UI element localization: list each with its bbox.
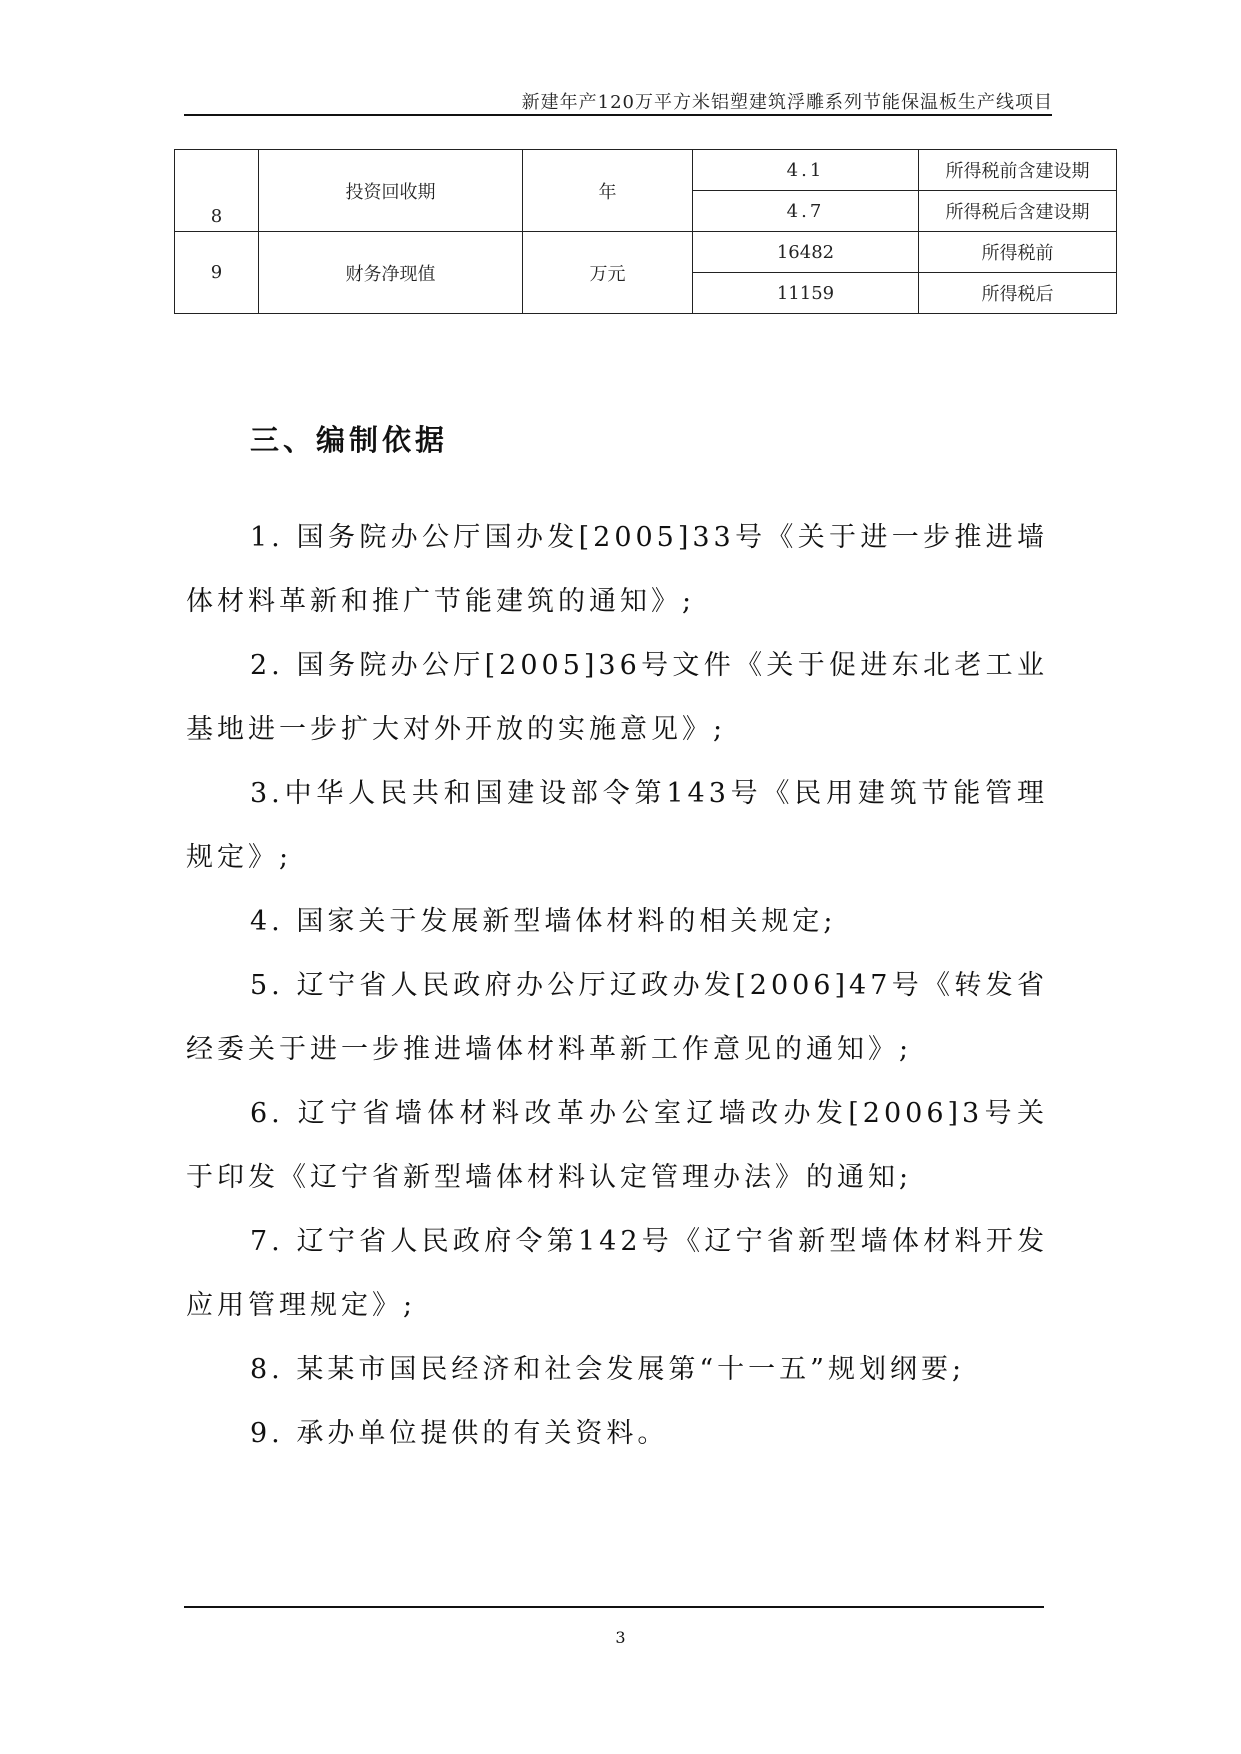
value-cell: 4.7 xyxy=(693,191,919,232)
list-item: 4. 国家关于发展新型墙体材料的相关规定; xyxy=(250,906,837,937)
note-cell: 所得税前含建设期 xyxy=(919,150,1117,191)
page-number: 3 xyxy=(615,1628,626,1647)
section-heading: 三、编制依据 xyxy=(250,423,449,457)
note-cell: 所得税后 xyxy=(919,273,1117,314)
item-name: 投资回收期 xyxy=(259,150,523,232)
list-item: 7. 辽宁省人民政府令第142号《辽宁省新型墙体材料开发应用管理规定》; xyxy=(186,1226,1048,1321)
header-rule xyxy=(184,114,1052,116)
value-cell: 11159 xyxy=(693,273,919,314)
row-number: 9 xyxy=(175,232,259,314)
table-row xyxy=(175,232,1117,273)
note-cell: 所得税后含建设期 xyxy=(919,191,1117,232)
list-item: 3.中华人民共和国建设部令第143号《民用建筑节能管理规定》; xyxy=(186,778,1048,873)
value-cell: 16482 xyxy=(693,232,919,273)
item-name: 财务净现值 xyxy=(259,232,523,314)
running-header: 新建年产120万平方米铝塑建筑浮雕系列节能保温板生产线项目 xyxy=(521,92,1053,113)
unit-cell: 年 xyxy=(523,150,693,232)
financial-metrics-table xyxy=(174,149,1117,314)
table-row xyxy=(175,150,1117,191)
list-item: 1. 国务院办公厅国办发[2005]33号《关于进一步推进墙体材料革新和推广节能建筑的通知》; xyxy=(186,522,1048,617)
value-cell: 4.1 xyxy=(693,150,919,191)
list-item: 9. 承办单位提供的有关资料。 xyxy=(250,1418,669,1449)
list-item: 5. 辽宁省人民政府办公厅辽政办发[2006]47号《转发省经委关于进一步推进墙体材料革新工作意见的通知》; xyxy=(186,970,1048,1065)
row-number: 8 xyxy=(175,150,259,232)
list-item: 8. 某某市国民经济和社会发展第“十一五”规划纲要; xyxy=(250,1354,966,1385)
list-item: 6. 辽宁省墙体材料改革办公室辽墙改办发[2006]3号关于印发《辽宁省新型墙体材料认定管理办法》的通知; xyxy=(186,1098,1048,1193)
note-cell: 所得税前 xyxy=(919,232,1117,273)
basis-list xyxy=(186,506,1048,1466)
footer-rule xyxy=(184,1606,1044,1608)
unit-cell: 万元 xyxy=(523,232,693,314)
list-item: 2. 国务院办公厅[2005]36号文件《关于促进东北老工业基地进一步扩大对外开放的实施意见》; xyxy=(186,650,1048,745)
